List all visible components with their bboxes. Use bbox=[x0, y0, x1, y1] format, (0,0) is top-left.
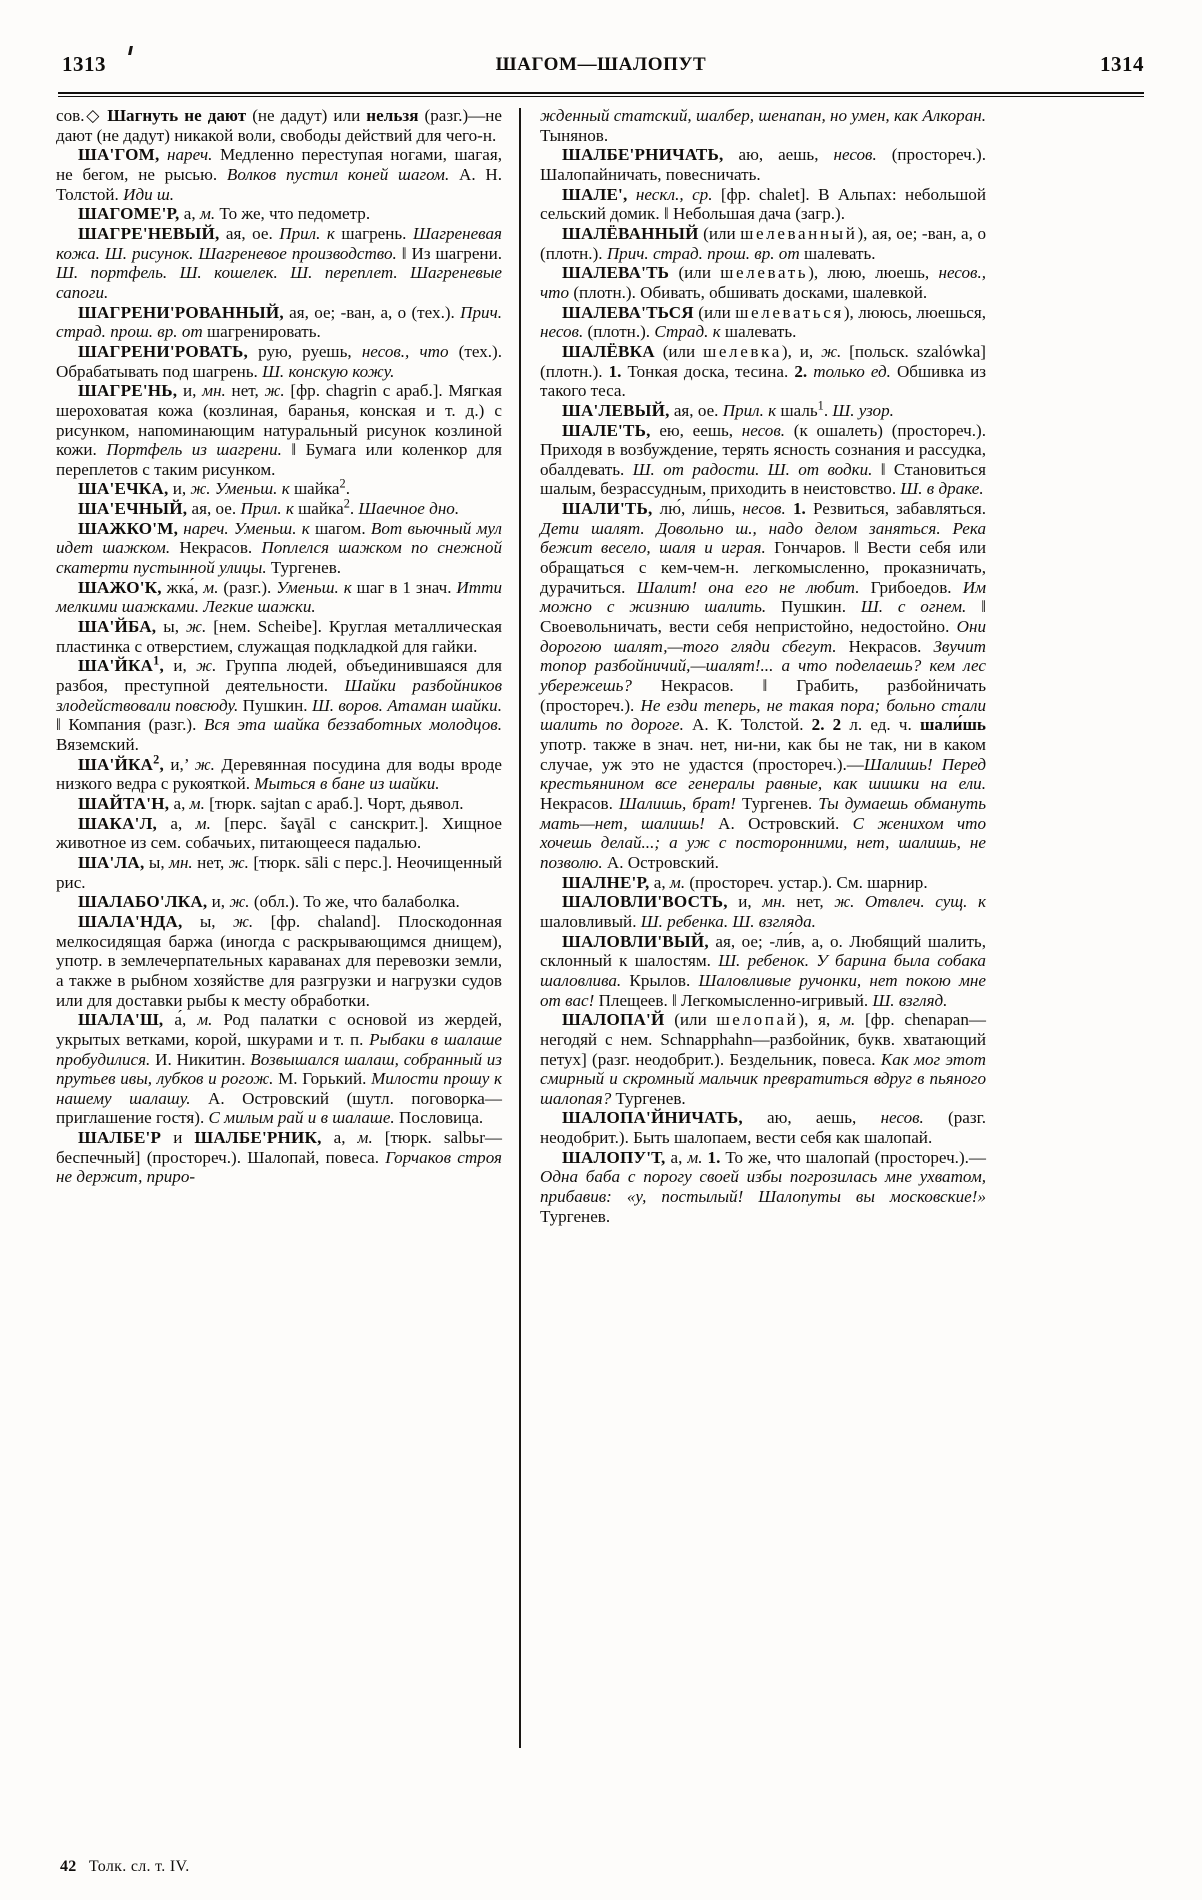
dictionary-entry-shalner: ШАЛНЕ'Р, а, м. (простореч. устар.). См. шарнир. bbox=[562, 872, 928, 892]
dictionary-entry-shalanda: ШАЛА'НДА, ы, ж. [фр. chaland]. Плоскодонная мелкосидящая баржа (иногда с раскрывающимся днищем), употр. в землечерпательных караванах для перевозки земли, а также в рыбном хозяйстве для разгрузки и нагрузки судов или для доставки рыбы к месту обработки. bbox=[56, 911, 502, 1010]
dictionary-entry-shaechnyj: ША'ЕЧНЫЙ, ая, ое. Прил. к шайка$^2$. Шаечное дно. bbox=[78, 496, 460, 519]
dictionary-entry-shajka1: ША'ЙКА$^1$, и, ж. Группа людей, объединившаяся для разбоя, преступной деятельности. Шайки разбойников злодействовали повсюду. Пушкин. Ш. воров. Атаман шайки. ‖ Компания (разг.). Вся эта шайка беззаботных молодцов. Вяземский. bbox=[56, 653, 503, 754]
dictionary-entry-shalet: ШАЛЕ'ТЬ, ею, еешь, несов. (к ошалеть) (простореч.). Приходя в возбуждение, терять ясность сознания и рассудка, обалдевать. Ш. от радости. Ш. от водки. ‖ Становиться шалым, безрассудным, приходить в неистовство. Ш. в драке. bbox=[540, 420, 987, 499]
dictionary-entry-shazhok: ШАЖО'К, жка́, м. (разг.). Уменьш. к шаг в 1 знач. Итти мелкими шажками. Легкие шажки. bbox=[56, 577, 503, 617]
signature-number: 42 bbox=[60, 1858, 77, 1875]
dictionary-entry-shalevannyj: ШАЛЁВАННЫЙ (или шелеванный), ая, ое; -ван, а, о (плотн.). Прич. страд. прош. вр. от шалевать. bbox=[540, 223, 986, 263]
colophon bbox=[60, 1858, 190, 1876]
dictionary-entry-shalopaj: ШАЛОПА'Й (или шелопай), я, м. [фр. chenapan—негодяй с нем. Schnapphahn—разбойник, букв. хватающий петух] (разг. неодобрит.). Бездельник, повеса. Как мог этот смирный и скромный мальчик превратиться вдруг в пьяного шалопая? Тургенев. bbox=[540, 1010, 986, 1108]
dictionary-entry-shagrenirovat: ШАГРЕНИ'РОВАТЬ, рую, руешь, несов., что (тех.). Обрабатывать под шагрень. Ш. конскую кожу. bbox=[56, 341, 502, 381]
dictionary-entry-shalovlivyj: ШАЛОВЛИ'ВЫЙ, ая, ое; -ли́в, а, о. Любящий шалить, склонный к шалостям. Ш. ребенок. У барина была собака шаловлива. Крылов. Шаловливые ручонки, нет покою мне от вас! Плещеев. ‖ Легкомысленно-игривый. Ш. взгляд. bbox=[540, 931, 986, 1010]
entry-continuation-right: жденный статский, шалбер, шенапан, но умен, как Алкоран. Тынянов. bbox=[540, 106, 986, 145]
columns-area bbox=[56, 106, 1146, 1840]
colophon-text: Толк. сл. т. IV. bbox=[88, 1858, 190, 1875]
dictionary-entry-shaloput: ШАЛОПУ'Т, а, м. 1. То же, что шалопай (простореч.).—Одна баба с порогу своей избы погрозилась мне ухватом, прибавив: «у, постылый! Шалопуты вы московские!» Тургенев. bbox=[540, 1147, 986, 1226]
dictionary-entry-shajba: ША'ЙБА, ы, ж. [нем. Scheibe]. Круглая металлическая пластинка с отверстием, служащая подкладкой для гайки. bbox=[56, 617, 502, 656]
dictionary-entry-shalit: ШАЛИ'ТЬ, лю́, ли́шь, несов. 1. Резвиться, забавляться. Дети шалят. Довольно ш., надо делом заняться. Река бежит весело, шаля и играя. Гончаров. ‖ Вести себя или обращаться с кем-чем-н. легкомысленно, проказничать, дурачиться. Шалит! она его не любит. Грибоедов. Им можно с жизнию шалить. Пушкин. Ш. с огнем. ‖ Своевольничать, вести себя непристойно, недостойно. Они дорогою шалят,—того гляди сбегут. Некрасов. Звучит топор разбойничий,—шалят!... а что поделаешь? кем лес убережешь? Некрасов. ‖ Грабить, разбойничать (простореч.). Не езди теперь, не такая пора; больно стали шалить по дороге. А. К. Толстой. 2. 2 л. ед. ч. шали́шь употр. также в знач. нет, ни-ни, как бы не так, ни в каком случае, уж это не удастся (простореч.).—Шалишь! Перед крестьянином все генералы равные, как шишки на ели. Некрасов. Шалишь, брат! Тургенев. Ты думаешь обмануть мать—нет, шалишь! А. Островский. С женихом что хочешь делай...; а уж с посторонними, нет, шалишь, не позволю. А. Островский. bbox=[540, 499, 987, 872]
running-title: ШАГОМ—ШАЛОПУТ bbox=[495, 54, 707, 75]
dictionary-entry-shalber: ШАЛБЕ'Р и ШАЛБЕ'РНИК, а, м. [тюрк. salbьr—беспечный] (простореч.). Шалопай, повеса. Горчаков строя не держит, приро- bbox=[56, 1128, 502, 1187]
dictionary-entry-shalovlivost: ШАЛОВЛИ'ВОСТЬ, и, мн. нет, ж. Отвлеч. сущ. к шаловливый. Ш. ребенка. Ш. взгляда. bbox=[540, 892, 986, 931]
folio-right: 1314 bbox=[1100, 52, 1144, 76]
dictionary-entry-shagrenirovannyj: ШАГРЕНИ'РОВАННЫЙ, ая, ое; -ван, а, о (тех.). Прич. страд. прош. вр. от шагренировать. bbox=[56, 302, 502, 342]
dictionary-entry-shalabolka: ШАЛАБО'ЛКА, и, ж. (обл.). То же, что балаболка. bbox=[78, 892, 460, 912]
running-head bbox=[56, 52, 1146, 86]
dictionary-entry-shale: ШАЛЕ', нескл., ср. [фр. chalet]. В Альпах: небольшой сельский домик. ‖ Небольшая дача (загр.). bbox=[540, 184, 986, 224]
dictionary-entry-shalevat: ШАЛЕВА'ТЬ (или шелевать), люю, люешь, несов., что (плотн.). Обивать, обшивать досками, шалевкой. bbox=[540, 263, 986, 302]
dictionary-entry-shalbernichat: ШАЛБЕ'РНИЧАТЬ, аю, аешь, несов. (простореч.). Шалопайничать, повесничать. bbox=[540, 145, 986, 184]
dictionary-entry-shakal: ШАКА'Л, а, м. [перс. šaɣāl с санскрит.]. Хищное животное из сем. собачьих, питающееся падалью. bbox=[56, 813, 502, 853]
dictionary-entry-shaechka: ША'ЕЧКА, и, ж. Уменьш. к шайка$^2$. bbox=[78, 476, 350, 499]
dictionary-entry-shagren: ШАГРЕ'НЬ, и, мн. нет, ж. [фр. chagrin с араб.]. Мягкая шероховатая кожа (козлиная, баранья, конская и т. д.) с рисунком, напоминающим натуральный рисунок козлиной кожи. Портфель из шагрени. ‖ Бумага или коленкор для переплетов с таким рисунком. bbox=[56, 381, 503, 479]
column-left bbox=[56, 106, 502, 1187]
folio-left: 1313 bbox=[62, 52, 106, 76]
entry-continuation-left: сов.◇ Шагнуть не дают (не дадут) или нельзя (разг.)—не дают (не дадут) никакой воли, свободы действий для чего-н. bbox=[56, 106, 502, 145]
dictionary-entry-shala: ША'ЛА, ы, мн. нет, ж. [тюрк. sāli с перс.]. Неочищенный рис. bbox=[56, 852, 502, 892]
column-right bbox=[540, 106, 986, 1226]
dictionary-entry-shalash: ШАЛА'Ш, а́, м. Род палатки с основой из жердей, укрытых ветками, корой, шкурами и т. п. Рыбаки в шалаше пробудилися. И. Никитин. Возвышался шалаш, собранный из прутьев ивы, лубков и рогож. М. Горький. Милости прошу к нашему шалашу. А. Островский (шутл. поговорка—приглашение гостя). С милым рай и в шалаше. Пословица. bbox=[56, 1010, 503, 1128]
header-rule bbox=[58, 92, 1144, 98]
header-rule-thin bbox=[58, 96, 1144, 97]
dictionary-entry-shagomer: ШАГОМЕ'Р, а, м. То же, что педометр. bbox=[78, 204, 371, 224]
dictionary-entry-shajka2: ША'ЙКА$^2$, и,’ ж. Деревянная посудина для воды вроде низкого ведра с рукояткой. Мыться в бане из шайки. bbox=[56, 751, 502, 794]
column-divider bbox=[519, 108, 521, 1748]
header-rule-thick bbox=[58, 92, 1144, 94]
dictionary-entry-shagom: ША'ГОМ, нареч. Медленно переступая ногами, шагая, не бегом, не рысью. Волков пустил коней шагом. А. Н. Толстой. Иди ш. bbox=[56, 145, 502, 204]
dictionary-entry-shalevyj: ША'ЛЕВЫЙ, ая, ое. Прил. к шаль$^1$. Ш. узор. bbox=[562, 398, 894, 420]
dictionary-entry-shalevatsya: ШАЛЕВА'ТЬСЯ (или шелеваться), лююсь, люешься, несов. (плотн.). Страд. к шалевать. bbox=[540, 302, 986, 342]
dictionary-entry-shajtan: ШАЙТА'Н, а, м. [тюрк. sajtan с араб.]. Чорт, дьявол. bbox=[78, 793, 464, 813]
dictionary-entry-shazhkom: ШАЖКО'М, нареч. Уменьш. к шагом. Вот вьючный мул идет шажком. Некрасов. Поплелся шажком по снежной скатерти пустынной улицы. Тургенев. bbox=[56, 518, 503, 578]
dictionary-entry-shalopajnichat: ШАЛОПА'ЙНИЧАТЬ, аю, аешь, несов. (разг. неодобрит.). Быть шалопаем, вести себя как шалопай. bbox=[540, 1108, 986, 1148]
dictionary-entry-shalevka: ШАЛЁВКА (или шелевка), и, ж. [польск. szalówka] (плотн.). 1. Тонкая доска, тесина. 2. только ед. Обшивка из такого теса. bbox=[540, 341, 986, 401]
dictionary-entry-shagrenevyj: ШАГРЕ'НЕВЫЙ, ая, ое. Прил. к шагрень. Шагреневая кожа. Ш. рисунок. Шагреневое производство. ‖ Из шагрени. Ш. портфель. Ш. кошелек. Ш. переплет. Шагреневые сапоги. bbox=[56, 223, 502, 302]
